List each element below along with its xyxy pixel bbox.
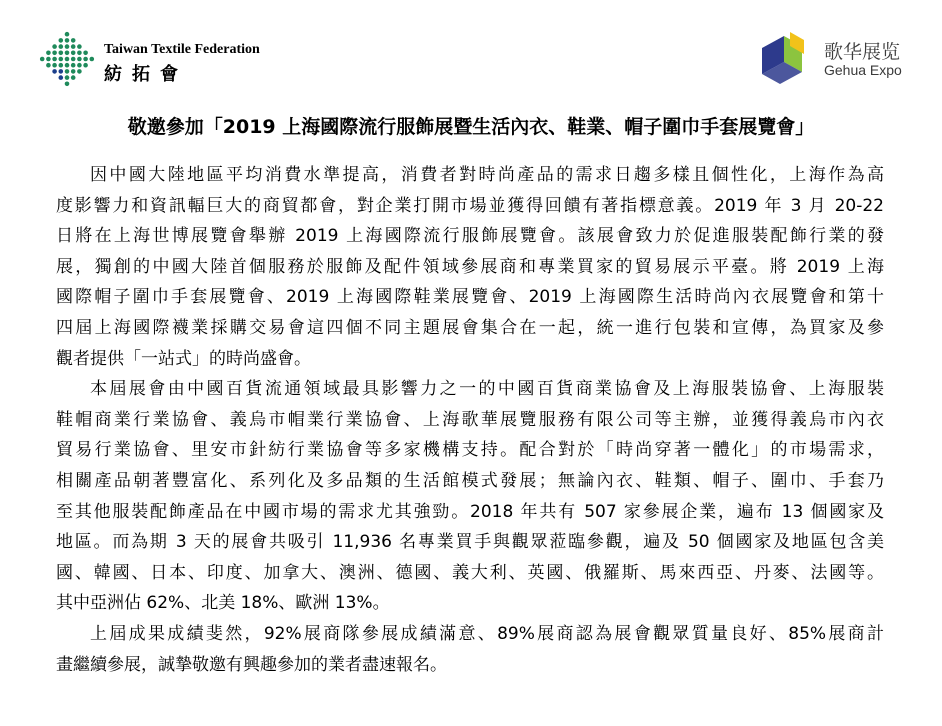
gehua-name-english: Gehua Expo (824, 62, 902, 78)
paragraph-line: 四屆上海國際襪業採購交易會這四個不同主題展會集合在一起，統一進行包裝和宣傳，為買家及參 (56, 317, 884, 338)
ttf-name-english: Taiwan Textile Federation (104, 42, 260, 57)
document-body (56, 160, 884, 680)
paragraph-line: 觀者提供「一站式」的時尚盛會。 (56, 348, 311, 369)
paragraph-line: 本屆展會由中國百貨流通領域最具影響力之一的中國百貨商業協會及上海服裝協會、上海服裝 (90, 379, 884, 400)
ttf-dot-matrix-logo-icon (36, 30, 98, 88)
paragraph-line: 至其他服裝配飾產品在中國市場的需求尤其強勁。2018 年共有 507 家參展企業，遍布 13 個國家及 (56, 501, 884, 522)
paragraph-line: 國、韓國、日本、印度、加拿大、澳洲、德國、義大利、英國、俄羅斯、馬來西亞、丹麥、法國等。 (56, 562, 884, 583)
paragraph-1 (56, 160, 884, 374)
paragraph-line: 畫繼續參展，誠摯敬邀有興趣參加的業者盡速報名。 (56, 654, 447, 675)
paragraph-line: 展，獨創的中國大陸首個服務於服飾及配件領域參展商和專業買家的貿易展示平臺。將 2019 上海 (56, 256, 884, 277)
paragraph-line: 因中國大陸地區平均消費水準提高，消費者對時尚產品的需求日趨多樣且個性化，上海作為高 (90, 165, 884, 185)
paragraph-3 (56, 619, 884, 680)
paragraph-line: 相關產品朝著豐富化、系列化及多品類的生活館模式發展；無論內衣、鞋類、帽子、圍巾、手套乃 (56, 470, 884, 491)
page-header (0, 0, 942, 100)
paragraph-line: 日將在上海世博展覽會舉辦 2019 上海國際流行服飾展覽會。該展會致力於促進服裝配飾行業的發 (56, 226, 884, 247)
paragraph-line: 度影響力和資訊輻巨大的商貿都會，對企業打開市場並獲得回饋有著指標意義。2019 年 3 月 20-22 (56, 195, 884, 216)
paragraph-line: 鞋帽商業行業協會、義烏市帽業行業協會、上海歌華展覽服務有限公司等主辦，並獲得義烏市內衣 (56, 409, 884, 430)
paragraph-2 (56, 374, 884, 619)
document-title: 敬邀參加「2019 上海國際流行服飾展暨生活內衣、鞋業、帽子圍巾手套展覽會」 (127, 116, 815, 138)
paragraph-line: 貿易行業協會、里安市針紡行業協會等多家機構支持。配合對於「時尚穿著一體化」的市場需求， (56, 440, 884, 461)
ttf-name-chinese: 紡拓會 (104, 64, 188, 85)
gehua-name-chinese: 歌华展览 (824, 41, 901, 63)
paragraph-line: 地區。而為期 3 天的展會共吸引 11,936 名專業買手與觀眾蒞臨參觀，遍及 50 個國家及地區包含美 (56, 532, 884, 553)
gehua-hexagon-logo-icon (758, 28, 816, 86)
paragraph-line: 上屆成果成績斐然，92%展商隊參展成績滿意、89%展商認為展會觀眾質量良好、85%展商計 (90, 623, 884, 644)
paragraph-line: 其中亞洲佔 62%、北美 18%、歐洲 13%。 (56, 593, 390, 614)
paragraph-line: 國際帽子圍巾手套展覽會、2019 上海國際鞋業展覽會、2019 上海國際生活時尚內衣展覽會和第十 (56, 287, 884, 308)
